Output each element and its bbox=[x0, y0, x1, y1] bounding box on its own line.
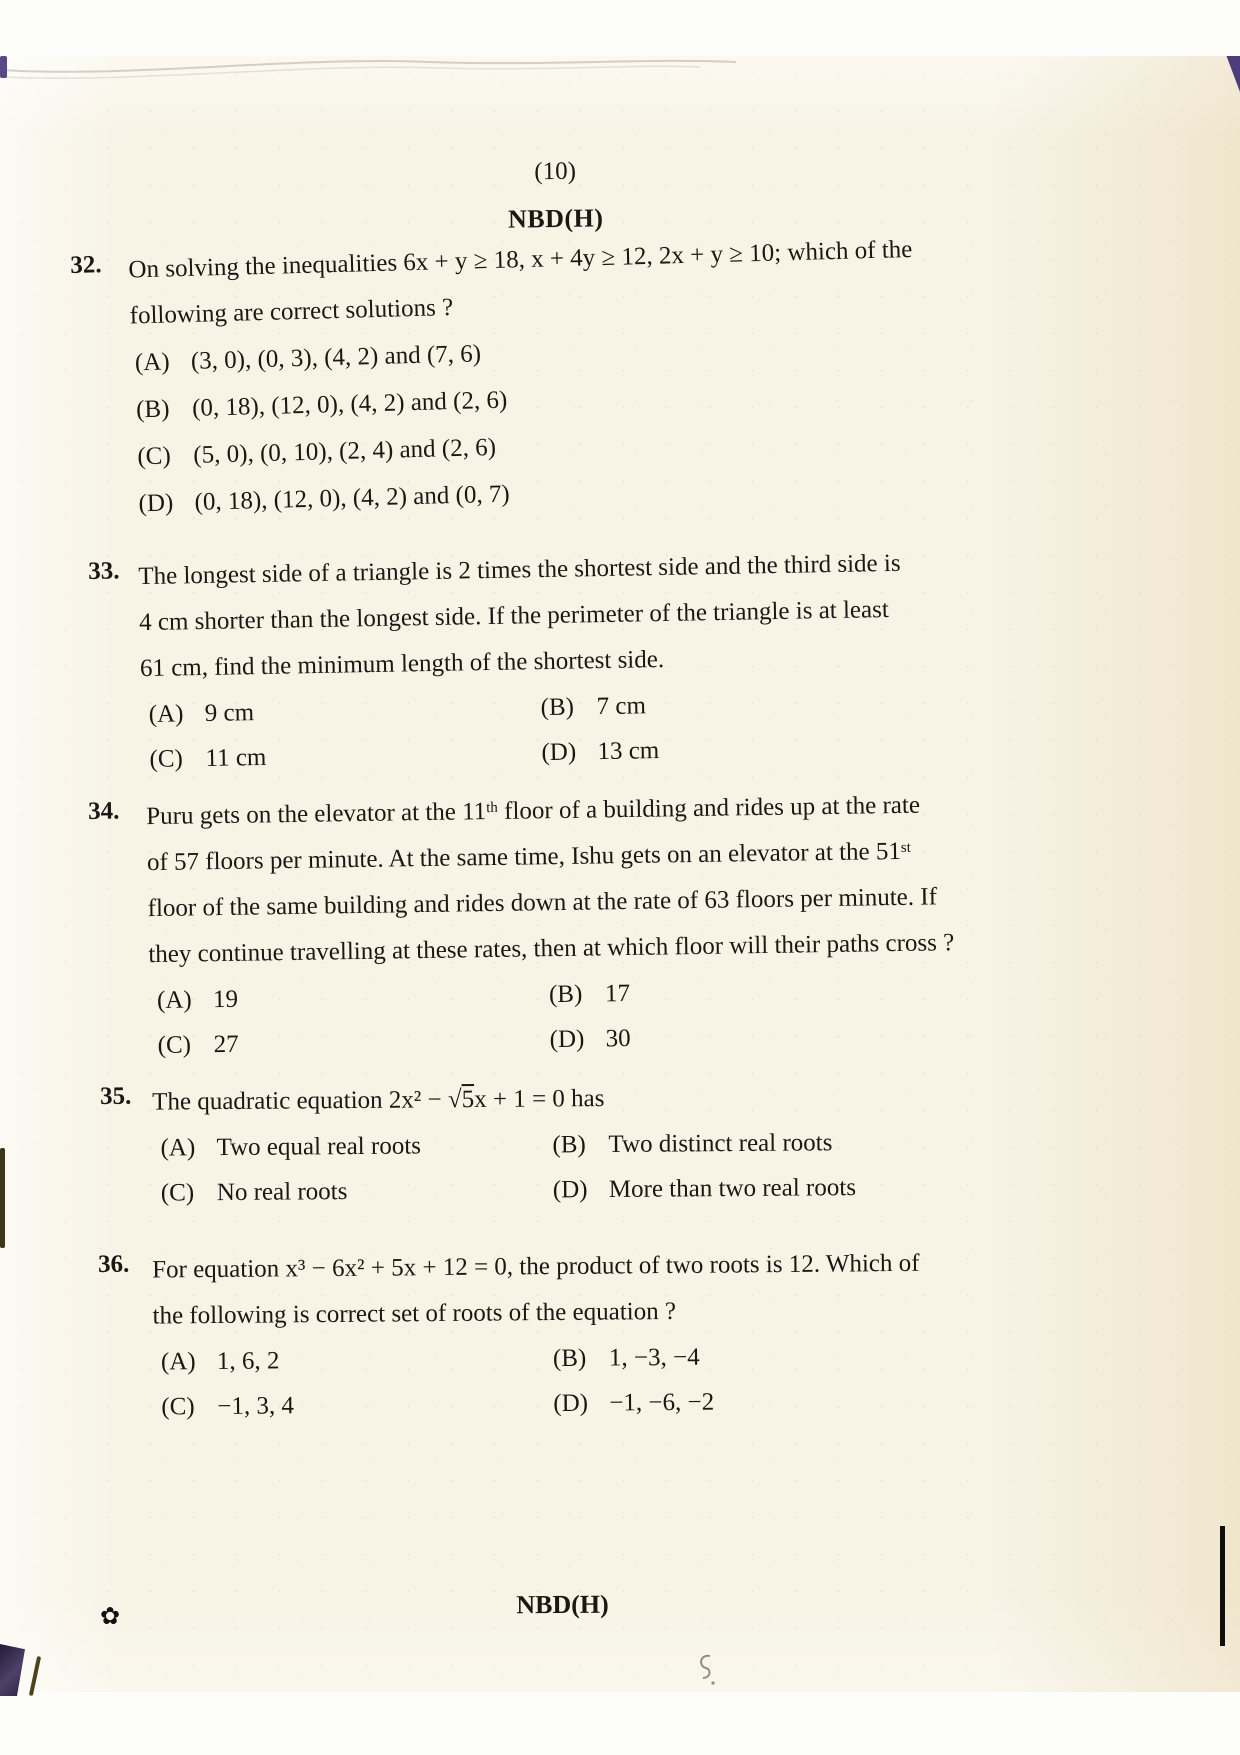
question-36-option-d bbox=[553, 1383, 714, 1429]
option-label: (C) bbox=[157, 1031, 192, 1059]
question-36-option-c bbox=[161, 1384, 553, 1432]
page-number: (10) bbox=[534, 157, 577, 186]
question-34-line-4: they continue travelling at these rates, then at which floor will their paths cross ? bbox=[148, 929, 955, 969]
option-label: (D) bbox=[541, 738, 577, 767]
line-text: Puru gets on the elevator at the 11 bbox=[146, 798, 487, 831]
ordinal-superscript: st bbox=[900, 839, 911, 856]
question-33 bbox=[88, 544, 904, 786]
option-text: 9 cm bbox=[204, 699, 255, 727]
question-32-line-1: On solving the inequalities 6x + y ≥ 18, x + 4y ≥ 12, 2x + y ≥ 10; which of the bbox=[128, 235, 913, 284]
question-34-number: 34. bbox=[88, 797, 120, 825]
question-34-line-3: floor of the same building and rides down at the rate of 63 floors per minute. If bbox=[147, 883, 938, 923]
option-text: (3, 0), (0, 3), (4, 2) and (7, 6) bbox=[190, 340, 482, 375]
option-text: (5, 0), (0, 10), (2, 4) and (2, 6) bbox=[193, 433, 497, 469]
question-36-option-a bbox=[161, 1339, 553, 1387]
question-33-option-c bbox=[149, 733, 542, 785]
option-text: 1, −3, −4 bbox=[608, 1343, 700, 1372]
question-35-line-1 bbox=[152, 1077, 855, 1129]
question-36-number: 36. bbox=[98, 1250, 130, 1278]
option-label: (B) bbox=[548, 980, 583, 1009]
option-text: More than two real roots bbox=[608, 1174, 857, 1204]
option-label: (A) bbox=[148, 700, 184, 728]
question-36 bbox=[98, 1244, 921, 1433]
question-33-line-3: 61 cm, find the minimum length of the shortest side. bbox=[139, 645, 665, 683]
question-34-option-d bbox=[549, 1019, 631, 1065]
radicand: 5 bbox=[461, 1086, 475, 1114]
question-32-line-2: following are correct solutions ? bbox=[129, 293, 454, 330]
option-label: (A) bbox=[156, 986, 192, 1014]
question-33-option-b bbox=[540, 686, 646, 733]
question-36-option-b bbox=[553, 1338, 700, 1384]
footer-flower-symbol: ✿ bbox=[100, 1604, 121, 1630]
option-text: 1, 6, 2 bbox=[216, 1347, 280, 1375]
option-text: (0, 18), (12, 0), (4, 2) and (0, 7) bbox=[194, 480, 511, 516]
option-label: (B) bbox=[540, 693, 575, 722]
question-35-option-b bbox=[552, 1123, 832, 1170]
option-text: −1, −6, −2 bbox=[609, 1388, 715, 1417]
option-label: (D) bbox=[553, 1389, 589, 1418]
option-label: (B) bbox=[135, 395, 170, 424]
question-35-number: 35. bbox=[100, 1082, 132, 1110]
question-35-option-d bbox=[553, 1168, 857, 1215]
option-label: (C) bbox=[137, 442, 172, 471]
option-label: (B) bbox=[552, 1344, 587, 1373]
question-33-number: 33. bbox=[88, 557, 120, 585]
option-label: (C) bbox=[160, 1179, 195, 1207]
question-33-line-2: 4 cm shorter than the longest side. If the perimeter of the triangle is at least bbox=[138, 596, 890, 637]
question-35 bbox=[100, 1077, 856, 1219]
option-text: 19 bbox=[212, 985, 239, 1014]
paper-code-header: NBD(H) bbox=[507, 203, 604, 234]
option-label: (D) bbox=[138, 489, 174, 518]
option-label: (B) bbox=[552, 1131, 586, 1159]
question-34 bbox=[88, 785, 956, 1072]
option-text: Two distinct real roots bbox=[608, 1129, 833, 1159]
question-32 bbox=[70, 230, 919, 532]
margin-line-right bbox=[1220, 1526, 1225, 1646]
option-label: (C) bbox=[149, 745, 184, 773]
paper-code-footer: NBD(H) bbox=[516, 1589, 609, 1620]
option-label: (D) bbox=[552, 1176, 588, 1204]
question-36-line-1: For equation x³ − 6x² + 5x + 12 = 0, the product of two roots is 12. Which of bbox=[152, 1249, 920, 1284]
line-text: of 57 floors per minute. At the same time, Ishu gets on an elevator at the 51 bbox=[146, 837, 902, 877]
scan-edge-mark-top-left bbox=[0, 56, 7, 78]
question-36-line-2: the following is correct set of roots of the equation ? bbox=[152, 1297, 677, 1330]
question-33-option-d bbox=[541, 731, 660, 778]
option-text: (0, 18), (12, 0), (4, 2) and (2, 6) bbox=[191, 386, 508, 422]
option-text: 27 bbox=[213, 1030, 239, 1059]
page-header bbox=[0, 151, 1111, 241]
ordinal-superscript: th bbox=[486, 799, 498, 817]
scan-edge-strip-left bbox=[0, 1148, 5, 1248]
option-text: 13 cm bbox=[597, 737, 660, 766]
option-text: 30 bbox=[605, 1024, 631, 1053]
option-label: (A) bbox=[134, 348, 170, 377]
line-text: The quadratic equation 2x² − √ bbox=[152, 1086, 462, 1116]
question-34-option-b bbox=[549, 974, 631, 1020]
option-text: Two equal real roots bbox=[216, 1132, 422, 1162]
question-34-option-a bbox=[157, 975, 550, 1026]
line-text: floor of a building and rides up at the rate bbox=[497, 791, 921, 825]
line-text: x + 1 = 0 has bbox=[474, 1085, 605, 1114]
question-35-option-c bbox=[161, 1170, 553, 1218]
paper-fold-crease bbox=[0, 50, 740, 82]
option-text: 17 bbox=[604, 979, 631, 1008]
ink-smudge bbox=[686, 1650, 728, 1698]
question-35-option-a bbox=[160, 1125, 552, 1173]
question-32-number: 32. bbox=[70, 251, 102, 279]
option-text: 11 cm bbox=[205, 743, 267, 772]
question-33-line-1: The longest side of a triangle is 2 times the shortest side and the third side is bbox=[138, 549, 901, 591]
question-34-option-c bbox=[157, 1020, 550, 1071]
option-label: (D) bbox=[549, 1025, 585, 1054]
option-label: (A) bbox=[160, 1348, 196, 1376]
option-label: (C) bbox=[161, 1393, 195, 1421]
option-text: No real roots bbox=[216, 1178, 348, 1207]
option-text: −1, 3, 4 bbox=[217, 1392, 295, 1420]
option-label: (A) bbox=[160, 1134, 196, 1162]
question-33-option-a bbox=[148, 688, 541, 740]
option-text: 7 cm bbox=[596, 692, 647, 721]
